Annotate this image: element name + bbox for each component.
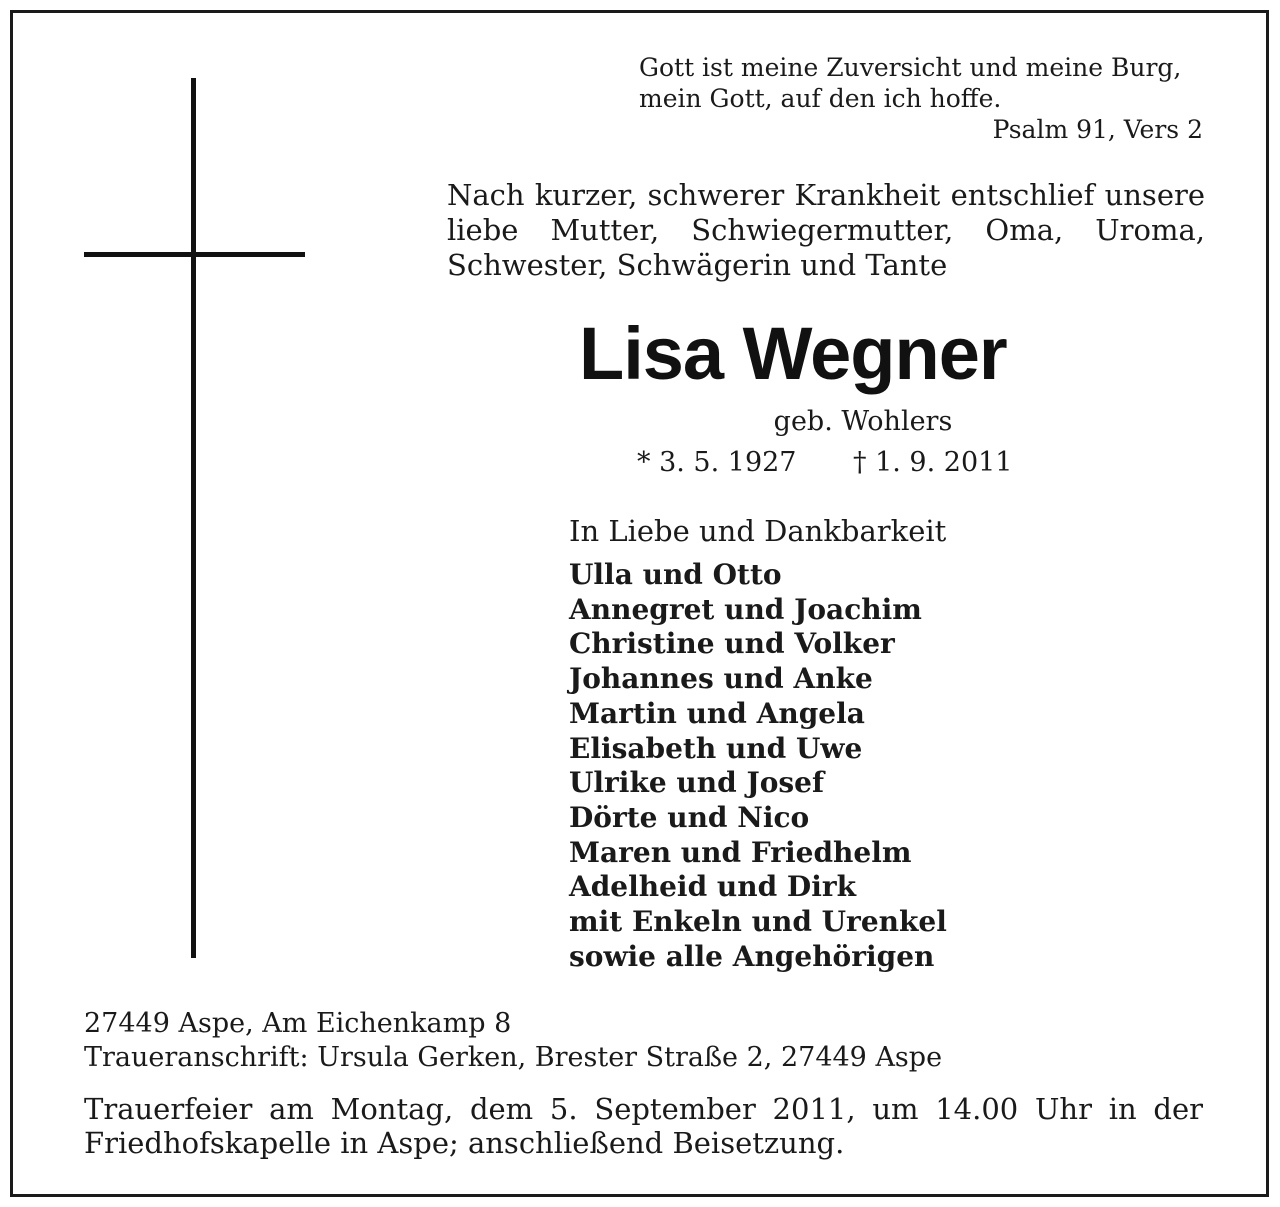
psalm-line-1: Gott ist meine Zuversicht und meine Burg, [639, 53, 1182, 82]
mourner-name: mit Enkeln und Urenkel [569, 905, 947, 939]
intro-line-1: Nach kurzer, schwerer Krankheit entschlief unsere [447, 178, 1205, 212]
cross-icon-horizontal-bar [84, 252, 305, 257]
mourner-name: Johannes und Anke [569, 662, 873, 696]
mourner-name: Martin und Angela [569, 696, 865, 730]
mourner-name: Ulla und Otto [569, 558, 782, 591]
service-line-1: Trauerfeier am Montag, dem 5. September 2011, um 14.00 Uhr in der [84, 1092, 1203, 1126]
birth-date: * 3. 5. 1927 [637, 447, 797, 478]
mourner-name: sowie alle Angehörigen [569, 939, 935, 973]
death-date: † 1. 9. 2011 [853, 447, 1013, 478]
mourner-name: Annegret und Joachim [569, 592, 922, 626]
mourning-address: Traueranschrift: Ursula Gerken, Brester Straße 2, 27449 Aspe [84, 1042, 943, 1073]
born-name: geb. Wohlers [773, 406, 953, 437]
mourners-list [569, 558, 947, 974]
mourner-name: Dörte und Nico [569, 800, 810, 834]
service-line-2: Friedhofskapelle in Aspe; anschließend Beisetzung. [84, 1126, 845, 1160]
mourner-name: Christine und Volker [569, 627, 895, 661]
psalm-reference: Psalm 91, Vers 2 [992, 115, 1203, 144]
mourner-name: Elisabeth und Uwe [569, 731, 863, 765]
mourner-name: Adelheid und Dirk [569, 870, 856, 904]
intro-line-2: liebe Mutter, Schwiegermutter, Oma, Uroma, [447, 213, 1205, 247]
mourner-name: Ulrike und Josef [569, 766, 824, 800]
mourners-intro: In Liebe und Dankbarkeit [569, 514, 947, 548]
psalm-line-2: mein Gott, auf den ich hoffe. [639, 84, 1002, 113]
obituary-notice [10, 10, 1269, 1197]
intro-line-3: Schwester, Schwägerin und Tante [447, 248, 948, 282]
mourner-name: Maren und Friedhelm [569, 835, 912, 869]
cross-icon-vertical-bar [191, 78, 196, 958]
deceased-name: Lisa Wegner [579, 312, 1007, 395]
home-address: 27449 Aspe, Am Eichenkamp 8 [84, 1008, 512, 1039]
